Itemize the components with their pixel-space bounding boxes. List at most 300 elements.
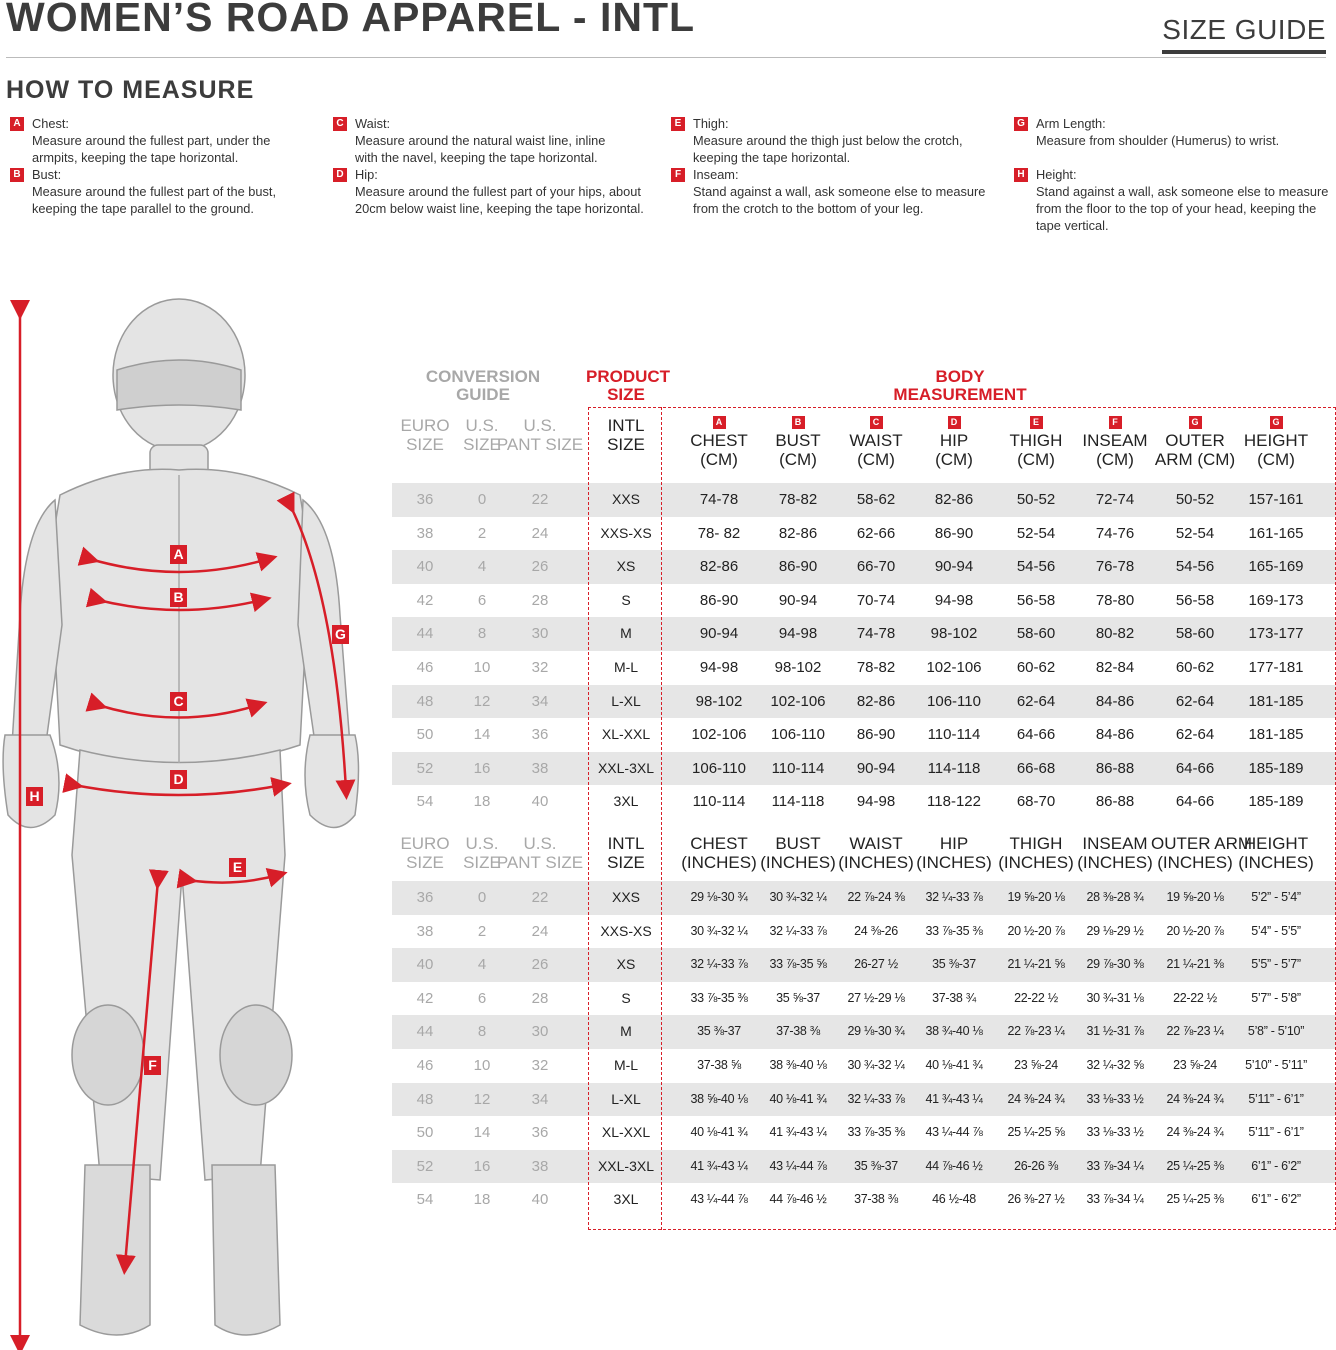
table-cell: 58-60 (1016, 625, 1056, 643)
table-cell: 10 (473, 1057, 491, 1074)
header-cell: OUTER ARM (INCHES) (1151, 834, 1253, 872)
table-cell: 58-62 (856, 491, 896, 508)
instruction-line: 20cm below waist line, keeping the tape horizontal. (355, 201, 644, 216)
table-cell: 94-98 (699, 659, 739, 676)
table-cell: 114-118 (771, 793, 825, 811)
instruction-line: keeping the tape horizontal. (693, 150, 851, 165)
instruction-thigh (667, 115, 997, 166)
table-cell: 29 ⅛-30 ¾ (690, 890, 748, 904)
badge-d: D (333, 168, 347, 182)
badge-f: F (671, 168, 685, 182)
instruction-arm-length (1010, 115, 1336, 149)
instruction-hip (329, 166, 659, 217)
table-cell: 98-102 (930, 625, 978, 643)
badge-h: H (1014, 168, 1028, 182)
table-cell: 62-66 (856, 524, 896, 542)
header-cell: EURO SIZE (400, 834, 450, 872)
table-cell: 37-38 ⅜ (776, 1024, 820, 1039)
table-cell: 41 ¾-43 ¼ (690, 1158, 748, 1173)
table-cell: M (620, 1023, 632, 1040)
table-cell: 25 ¼-25 ⅝ (1007, 1125, 1065, 1140)
table-cell: 177-181 (1248, 659, 1304, 676)
svg-text:H: H (29, 788, 40, 804)
table-cell: 110-114 (771, 759, 825, 777)
figure-label-c (170, 692, 187, 711)
table-cell: 161-165 (1248, 524, 1304, 542)
instruction-name: Thigh: (693, 116, 729, 131)
table-cell: 33 ⅞-34 ¼ (1086, 1192, 1144, 1207)
instruction-line: Measure around the natural waist line, inline (355, 133, 606, 148)
header-cell: U.S. PANT SIZE (496, 834, 584, 872)
header-cell: HEIGHT (INCHES) (1238, 834, 1314, 872)
header-cell: BUST (INCHES) (760, 834, 836, 872)
table-cell: 52-54 (1016, 524, 1056, 542)
table-cell: 34 (531, 692, 549, 710)
table-cell: 26 (531, 558, 549, 576)
table-cell: 185-189 (1248, 793, 1304, 811)
table-cell: 82-84 (1095, 659, 1135, 676)
table-row (392, 550, 1336, 584)
table-cell: 0 (477, 491, 487, 508)
table-cell: 24 (531, 524, 549, 542)
header-cell: EURO SIZE (400, 416, 450, 454)
table-cell: XXS (611, 491, 640, 507)
header-cell: F INSEAM (CM) (1082, 417, 1148, 469)
table-cell: 102-106 (770, 692, 826, 710)
table-cell: 106-110 (771, 726, 825, 744)
table-cell: 33 ⅞-35 ⅝ (769, 957, 827, 972)
table-cell: 5’4” - 5’5” (1251, 923, 1301, 938)
body-measurement-label: BODY MEASUREMENT (893, 367, 1027, 404)
table-cell: S (621, 989, 631, 1006)
table-cell: 37-38 ⅝ (697, 1058, 741, 1072)
table-cell: 30 ¾-32 ¼ (847, 1058, 905, 1072)
table-cell: 23 ⅝-24 (1173, 1058, 1217, 1072)
table-cell: 25 ¼-25 ⅜ (1166, 1158, 1224, 1173)
table-cell: 62-64 (1016, 692, 1056, 710)
table-cell: 40 (531, 793, 549, 811)
instruction-line: Stand against a wall, ask someone else to measure (693, 184, 986, 199)
table-cell: 173-177 (1248, 625, 1304, 643)
table-cell: 82-86 (934, 491, 974, 508)
table-cell: 2 (477, 922, 487, 940)
header-badge: C (870, 416, 883, 429)
header-badge: A (713, 416, 726, 429)
table-cell: 38 (416, 524, 434, 542)
table-cell: 29 ⅛-29 ½ (1086, 923, 1144, 938)
table-cell: 29 ⅞-30 ⅜ (1086, 957, 1144, 972)
instruction-line: from the crotch to the bottom of your leg. (693, 201, 924, 216)
table-cell: 22 (531, 889, 549, 906)
table-row (392, 651, 1336, 685)
table-cell: 6’1” - 6’2” (1251, 1158, 1301, 1173)
table-cell: 86-88 (1095, 759, 1135, 777)
instruction-waist (329, 115, 659, 166)
table-cell: 35 ⅝-37 (776, 990, 820, 1005)
table-row (392, 617, 1336, 651)
instruction-line: Measure around the fullest part, under the (32, 133, 271, 148)
table-cell: M-L (613, 1057, 639, 1073)
table-cell: 82-86 (778, 524, 818, 542)
table-cell: XXL-3XL (597, 759, 655, 776)
table-row (392, 948, 1336, 982)
table-cell: 14 (473, 726, 491, 744)
table-cell: 68-70 (1016, 793, 1056, 811)
table-cell: 28 (531, 591, 549, 609)
table-cell: 106-110 (927, 692, 981, 710)
instruction-line: Measure around the fullest part of your hips, about (355, 184, 641, 199)
table-cell: 48 (416, 692, 434, 710)
figure-label-a (170, 545, 187, 564)
header-cell: U.S. SIZE (463, 834, 501, 872)
table-cell: 86-88 (1095, 793, 1135, 811)
table-cell: 52 (416, 759, 434, 777)
table-cell: 110-114 (927, 726, 981, 744)
header-cell: U.S. PANT SIZE (496, 416, 584, 454)
figure-label-f (144, 1056, 161, 1075)
table-cell: 22 (531, 491, 549, 508)
table-cell: 40 ⅛-41 ¾ (690, 1125, 748, 1140)
table-cell: 30 ¾-32 ¼ (690, 923, 748, 938)
table-row (392, 881, 1336, 915)
table-cell: 24 ⅜-24 ¾ (1166, 1125, 1224, 1140)
instruction-inseam (667, 166, 997, 217)
size-guide-tab[interactable]: SIZE GUIDE (1162, 14, 1326, 54)
instructions-col-2 (329, 115, 659, 217)
table-cell: 36 (416, 491, 434, 508)
table-cell: 30 (531, 1023, 549, 1041)
svg-text:G: G (335, 626, 346, 642)
instruction-line: from the floor to the top of your head, keeping the (1036, 201, 1317, 216)
table-cell: 38 ⅝-40 ⅛ (690, 1091, 748, 1106)
table-cell: XXL-3XL (597, 1157, 655, 1174)
body-figure-illustration (0, 295, 380, 1350)
table-cell: 72-74 (1095, 491, 1135, 508)
table-cell: 33 ⅛-33 ½ (1086, 1125, 1144, 1140)
header-badge: B (792, 416, 805, 429)
table-cell: 35 ⅜-37 (697, 1024, 741, 1039)
header-cell: INSEAM (INCHES) (1077, 834, 1153, 872)
table-cell: 38 (531, 1157, 549, 1175)
table-row (392, 752, 1336, 786)
table-cell: 114-118 (927, 759, 981, 777)
table-row (392, 1116, 1336, 1150)
table-cell: 6’1” - 6’2” (1251, 1192, 1301, 1207)
table-cell: 62-64 (1175, 726, 1215, 744)
table-cell: 19 ⅝-20 ⅛ (1166, 890, 1224, 904)
table-cell: 86-90 (934, 524, 974, 542)
table-cell: 74-78 (699, 491, 739, 508)
table-row (392, 517, 1336, 551)
instruction-line: Measure from shoulder (Humerus) to wrist. (1036, 133, 1280, 148)
instruction-bust (6, 166, 326, 217)
table-cell: 44 (416, 1023, 434, 1041)
table-row (392, 1150, 1336, 1184)
table-cell: 21 ¼-21 ⅜ (1166, 957, 1224, 972)
table-cell: 41 ¾-43 ¼ (925, 1091, 983, 1106)
header-cell: WAIST (INCHES) (838, 834, 914, 872)
table-cell: 23 ⅝-24 (1014, 1058, 1058, 1072)
table-cell: 56-58 (1175, 591, 1215, 609)
table-cell: 50 (416, 726, 434, 744)
table-cell: 34 (531, 1090, 549, 1108)
table-cell: 5’8” - 5’10” (1247, 1024, 1305, 1039)
table-row (392, 685, 1336, 719)
table-cell: 4 (477, 558, 487, 576)
header-cell: G OUTER ARM (CM) (1154, 417, 1236, 469)
table-cell: 76-78 (1095, 558, 1135, 576)
table-cell: 78-82 (778, 491, 818, 508)
table-cell: 94-98 (856, 793, 896, 811)
figure-label-b (170, 588, 187, 607)
figure-label-e (229, 858, 246, 877)
table-cell: 28 (531, 989, 549, 1007)
table-cell: 50-52 (1016, 491, 1056, 508)
table-cell: 27 ½-29 ⅛ (847, 990, 905, 1005)
table-cell: 5’10” - 5’11” (1245, 1058, 1307, 1072)
table-cell: 26 (531, 956, 549, 974)
table-cell: 60-62 (1016, 659, 1056, 676)
instruction-name: Bust: (32, 167, 62, 182)
table-cell: 26-27 ½ (854, 957, 898, 972)
table-cell: 102-106 (926, 659, 982, 676)
table-cell: 62-64 (1175, 692, 1215, 710)
table-row (392, 1183, 1336, 1217)
table-cell: 86-90 (699, 591, 739, 609)
table-cell: 43 ¼-44 ⅞ (769, 1158, 827, 1173)
header-cell: D HIP (CM) (935, 417, 973, 469)
table-cell: 40 ⅛-41 ¾ (769, 1091, 827, 1106)
table-cell: 35 ⅜-37 (854, 1158, 898, 1173)
table-cell: 3XL (613, 1191, 639, 1208)
table-cell: 31 ½-31 ⅞ (1086, 1024, 1144, 1039)
instruction-line: Stand against a wall, ask someone else to measure (1036, 184, 1329, 199)
table-cell: 21 ¼-21 ⅝ (1007, 957, 1065, 972)
table-cell: 28 ⅜-28 ¾ (1086, 890, 1144, 904)
table-cell: 30 (531, 625, 549, 643)
svg-text:A: A (173, 546, 184, 562)
conversion-guide-label: CONVERSION GUIDE (425, 367, 541, 404)
table-cell: 6 (477, 989, 487, 1007)
table-cell: 181-185 (1248, 692, 1304, 710)
table-cell: 20 ½-20 ⅞ (1166, 923, 1224, 938)
table-cell: XXS-XS (600, 524, 652, 541)
svg-text:E: E (232, 859, 243, 875)
table-cell: 36 (416, 889, 434, 906)
table-cell: 90-94 (856, 759, 896, 777)
instructions-col-4 (1010, 115, 1336, 234)
instruction-line: Measure around the fullest part of the bust, (32, 184, 276, 199)
instruction-name: Arm Length: (1036, 116, 1106, 131)
table-cell: 24 ⅜-24 ¾ (1166, 1091, 1224, 1106)
table-cell: 48 (416, 1090, 434, 1108)
table-row (392, 1015, 1336, 1049)
instruction-height (1010, 166, 1336, 234)
table-cell: XL-XXL (601, 1124, 651, 1141)
table-cell: 40 (416, 956, 434, 974)
table-cell: 44 ⅞-46 ½ (769, 1192, 827, 1207)
table-cell: 56-58 (1016, 591, 1056, 609)
table-cell: 78- 82 (697, 524, 741, 542)
table-cell: 74-76 (1095, 524, 1135, 542)
header-cell: HIP (INCHES) (916, 834, 992, 872)
table-cell: 90-94 (778, 591, 818, 609)
table-cell: 29 ⅛-30 ¾ (847, 1024, 905, 1039)
how-to-measure-heading: HOW TO MEASURE (6, 76, 255, 104)
title-divider (6, 57, 1326, 58)
instruction-line: with the navel, keeping the tape horizontal. (355, 150, 598, 165)
table-cell: 41 ¾-43 ¼ (769, 1125, 827, 1140)
table-cell: 10 (473, 659, 491, 676)
table-cell: 82-86 (699, 558, 739, 576)
table-cell: 165-169 (1248, 558, 1304, 576)
table-cell: 90-94 (934, 558, 974, 576)
table-cell: 66-68 (1016, 759, 1056, 777)
table-cell: 80-82 (1095, 625, 1135, 643)
table-cell: 70-74 (856, 591, 896, 609)
table-cell: 22 ⅞-23 ¼ (1166, 1024, 1224, 1039)
table-cell: 157-161 (1248, 491, 1304, 508)
table-cell: 102-106 (691, 726, 747, 744)
instruction-name: Inseam: (693, 167, 739, 182)
badge-a: A (10, 117, 24, 131)
table-cell: 33 ⅞-35 ⅜ (690, 990, 748, 1005)
cm-header-row (392, 416, 1336, 469)
table-cell: 4 (477, 956, 487, 974)
table-row (392, 1083, 1336, 1117)
table-cell: 110-114 (692, 793, 746, 811)
table-cell: 32 ¼-33 ⅞ (925, 890, 983, 904)
header-cell: U.S. SIZE (463, 416, 501, 454)
table-cell: 5’11” - 6’1” (1248, 1125, 1304, 1140)
table-cell: 40 ⅛-41 ¾ (925, 1058, 983, 1072)
table-cell: 24 ⅜-26 (854, 923, 898, 938)
instruction-name: Waist: (355, 116, 391, 131)
table-cell: 32 ¼-33 ⅞ (690, 957, 748, 972)
table-cell: 94-98 (778, 625, 818, 643)
instruction-name: Hip: (355, 167, 378, 182)
svg-text:F: F (148, 1057, 157, 1073)
table-cell: 118-122 (927, 793, 981, 811)
table-cell: 38 ⅜-40 ⅛ (769, 1058, 827, 1072)
table-cell: 46 (416, 1057, 434, 1074)
table-row (392, 483, 1336, 517)
instructions-col-1 (6, 115, 326, 217)
table-cell: 50 (416, 1124, 434, 1142)
table-cell: 24 (531, 922, 549, 940)
instruction-name: Height: (1036, 167, 1077, 182)
table-cell: 54-56 (1175, 558, 1215, 576)
instruction-line: armpits, keeping the tape horizontal. (32, 150, 239, 165)
header-badge: E (1030, 416, 1043, 429)
table-cell: XS (616, 558, 636, 575)
table-cell: 64-66 (1175, 793, 1215, 811)
table-cell: 5’7” - 5’8” (1251, 990, 1301, 1005)
table-cell: 185-189 (1248, 759, 1304, 777)
table-cell: 58-60 (1175, 625, 1215, 643)
table-cell: 82-86 (856, 692, 896, 710)
header-cell: CHEST (INCHES) (681, 834, 757, 872)
table-cell: L-XL (611, 692, 641, 709)
header-badge: F (1109, 416, 1122, 429)
table-cell: 40 (531, 1191, 549, 1209)
table-cell: 8 (477, 625, 487, 643)
instruction-line: keeping the tape parallel to the ground. (32, 201, 254, 216)
table-cell: 84-86 (1095, 692, 1135, 710)
header-badge: D (948, 416, 961, 429)
table-cell: 37-38 ¾ (932, 990, 976, 1005)
table-cell: 52 (416, 1157, 434, 1175)
table-cell: 54 (416, 793, 434, 811)
table-cell: 36 (531, 726, 549, 744)
table-cell: 35 ⅜-37 (932, 957, 976, 972)
figure-label-g (332, 625, 349, 644)
instruction-name: Chest: (32, 116, 69, 131)
header-cell: INTL SIZE (607, 416, 645, 454)
table-cell: 54-56 (1016, 558, 1056, 576)
table-row (392, 584, 1336, 618)
table-cell: 22 ⅞-24 ⅜ (847, 890, 905, 904)
table-cell: 42 (416, 989, 434, 1007)
table-cell: 38 (531, 759, 549, 777)
table-cell: 32 ¼-32 ⅝ (1086, 1058, 1144, 1072)
table-cell: 106-110 (692, 759, 746, 777)
table-cell: 94-98 (934, 591, 974, 609)
table-cell: 20 ½-20 ⅞ (1007, 923, 1065, 938)
table-cell: 25 ¼-25 ⅜ (1166, 1192, 1224, 1207)
table-row (392, 718, 1336, 752)
svg-text:D: D (173, 771, 184, 787)
table-cell: 30 ¾-31 ⅛ (1086, 990, 1144, 1005)
badge-c: C (333, 117, 347, 131)
table-cell: 33 ⅛-33 ½ (1086, 1091, 1144, 1106)
table-cell: 46 (416, 659, 434, 676)
table-cell: 54 (416, 1191, 434, 1209)
table-cell: 86-90 (778, 558, 818, 576)
table-cell: 12 (473, 692, 491, 710)
header-cell: B BUST (CM) (775, 417, 821, 469)
header-cell: INTL SIZE (607, 834, 645, 872)
badge-b: B (10, 168, 24, 182)
table-cell: 16 (473, 759, 491, 777)
inch-header-row (392, 834, 1336, 882)
table-cell: 38 (416, 922, 434, 940)
table-cell: 46 ½-48 (932, 1192, 976, 1207)
svg-text:C: C (173, 693, 184, 709)
table-cell: 26 ⅜-27 ½ (1007, 1192, 1065, 1207)
table-cell: 64-66 (1016, 726, 1056, 744)
product-size-label: PRODUCT SIZE (586, 367, 671, 404)
table-cell: 66-70 (856, 558, 896, 576)
table-cell: 60-62 (1175, 659, 1215, 676)
page-title: WOMEN’S ROAD APPAREL - INTL (6, 0, 696, 40)
table-row (392, 915, 1336, 949)
figure-label-h (26, 787, 43, 806)
table-cell: M (620, 625, 632, 642)
badge-g: G (1014, 117, 1028, 131)
header-badge: G (1189, 416, 1202, 429)
table-cell: XXS (611, 889, 640, 905)
table-cell: 26-26 ⅜ (1014, 1158, 1058, 1173)
table-cell: XL-XXL (601, 726, 651, 743)
table-cell: 98-102 (774, 659, 822, 676)
table-cell: 5’11” - 6’1” (1248, 1091, 1304, 1106)
table-cell: 37-38 ⅜ (854, 1192, 898, 1207)
table-cell: 32 (531, 659, 549, 676)
badge-e: E (671, 117, 685, 131)
table-cell: 38 ¾-40 ⅛ (925, 1024, 983, 1039)
table-cell: 42 (416, 591, 434, 609)
